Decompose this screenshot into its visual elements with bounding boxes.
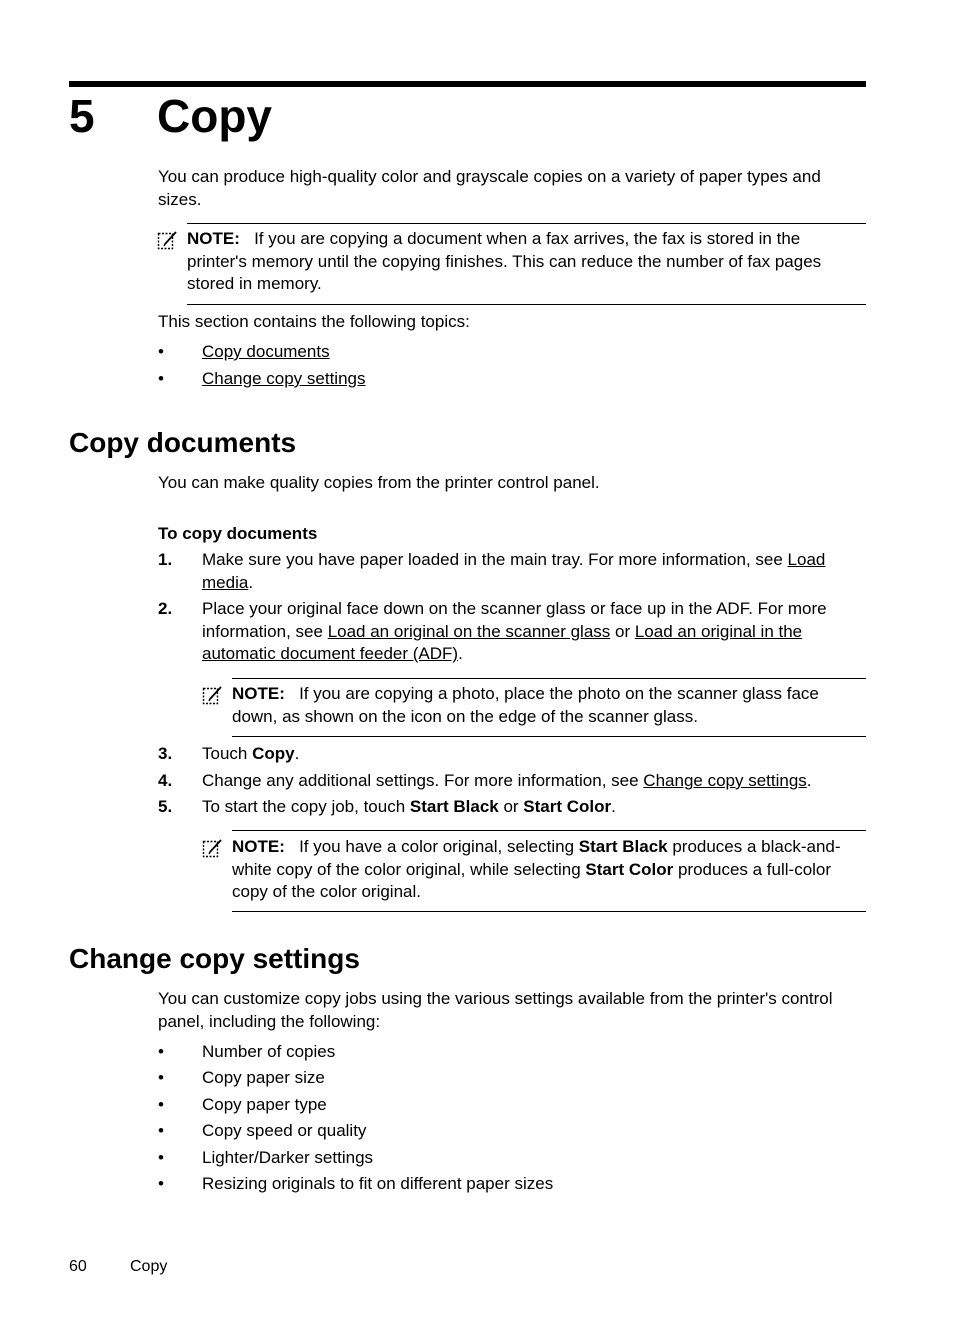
- copy-documents-intro: You can make quality copies from the printer control panel.: [158, 473, 600, 492]
- note-2: [232, 683, 866, 728]
- note-bottom-rule: [232, 736, 866, 737]
- note-bottom-rule: [232, 911, 866, 912]
- step-number: 4.: [158, 771, 173, 790]
- step-4: Change any additional settings. For more information, see Change copy settings.: [202, 771, 812, 790]
- bullet: •: [158, 369, 164, 388]
- bullet: •: [158, 1148, 164, 1167]
- chapter-number: 5: [69, 90, 95, 142]
- note-label: NOTE:: [232, 837, 285, 856]
- note-3: NOTE: If you have a color original, selecting Start Black produces a black-and-white copy of the color original, while selecting Start Color produces a full-color copy of the color original.: [232, 837, 841, 902]
- bullet: •: [158, 1121, 164, 1140]
- settings-list-item: Resizing originals to fit on different paper sizes: [202, 1174, 554, 1193]
- procedure-title: To copy documents: [158, 524, 318, 543]
- link-load-original-scanner-glass[interactable]: Load an original on the scanner glass: [327, 621, 611, 641]
- change-settings-intro: You can customize copy jobs using the various settings available from the printer's control panel, including the following:: [158, 989, 833, 1031]
- step-number: 3.: [158, 744, 173, 763]
- chapter-intro: You can produce high-quality color and grayscale copies on a variety of paper types and sizes.: [158, 167, 821, 209]
- note-top-rule: [187, 223, 866, 224]
- topic-link-change-copy-settings[interactable]: Change copy settings: [202, 369, 366, 388]
- note-top-rule: [232, 678, 866, 679]
- bullet: •: [158, 1095, 164, 1114]
- step-1: Make sure you have paper loaded in the main tray. For more information, see Load media.: [202, 550, 826, 592]
- note-label: NOTE:: [187, 229, 240, 248]
- step-number: 5.: [158, 797, 173, 816]
- topics-intro: This section contains the following topics:: [158, 312, 470, 331]
- page-number: 60: [69, 1258, 87, 1275]
- bullet: •: [158, 1174, 164, 1193]
- link-change-copy-settings[interactable]: Change copy settings: [643, 771, 807, 790]
- step-number: 2.: [158, 599, 173, 618]
- note-text: If you are copying a photo, place the photo on the scanner glass face down, as shown on the icon on the edge of the scanner glass.: [232, 684, 819, 726]
- footer-section: Copy: [130, 1258, 168, 1275]
- step-number: 1.: [158, 550, 173, 569]
- chapter-title: Copy: [157, 90, 272, 142]
- topic-link-copy-documents[interactable]: Copy documents: [202, 342, 330, 361]
- chapter-rule: [69, 81, 866, 87]
- note-top-rule: [232, 830, 866, 831]
- step-5: To start the copy job, touch Start Black or Start Color.: [202, 797, 616, 816]
- link-load-media[interactable]: Load media: [202, 550, 826, 592]
- note-pencil-icon: [157, 229, 179, 251]
- step-2: Place your original face down on the scanner glass or face up in the ADF. For more information, see Load an original on the scanner glass or Load an original in the automatic document feeder (ADF).: [202, 599, 827, 664]
- bullet: •: [158, 1042, 164, 1061]
- bullet: •: [158, 342, 164, 361]
- step-3: Touch Copy.: [202, 744, 300, 763]
- settings-list-item: Copy speed or quality: [202, 1121, 367, 1140]
- note-bottom-rule: [187, 304, 866, 305]
- settings-list-item: Copy paper size: [202, 1068, 325, 1087]
- note-pencil-icon: [202, 837, 224, 859]
- settings-list-item: Lighter/Darker settings: [202, 1148, 374, 1167]
- settings-list-item: Copy paper type: [202, 1095, 327, 1114]
- bullet: •: [158, 1068, 164, 1087]
- note-pencil-icon: [202, 684, 224, 706]
- heading-copy-documents: Copy documents: [69, 427, 297, 458]
- link-load-original-adf[interactable]: Load an original in the automatic document feeder (ADF): [202, 621, 803, 664]
- note-1: [187, 228, 857, 296]
- heading-change-copy-settings: Change copy settings: [69, 943, 360, 974]
- settings-list-item: Number of copies: [202, 1042, 336, 1061]
- note-text: If you are copying a document when a fax arrives, the fax is stored in the printer's memory until the copying finishes. This can reduce the number of fax pages stored in memory.: [187, 229, 822, 294]
- note-label: NOTE:: [232, 684, 285, 703]
